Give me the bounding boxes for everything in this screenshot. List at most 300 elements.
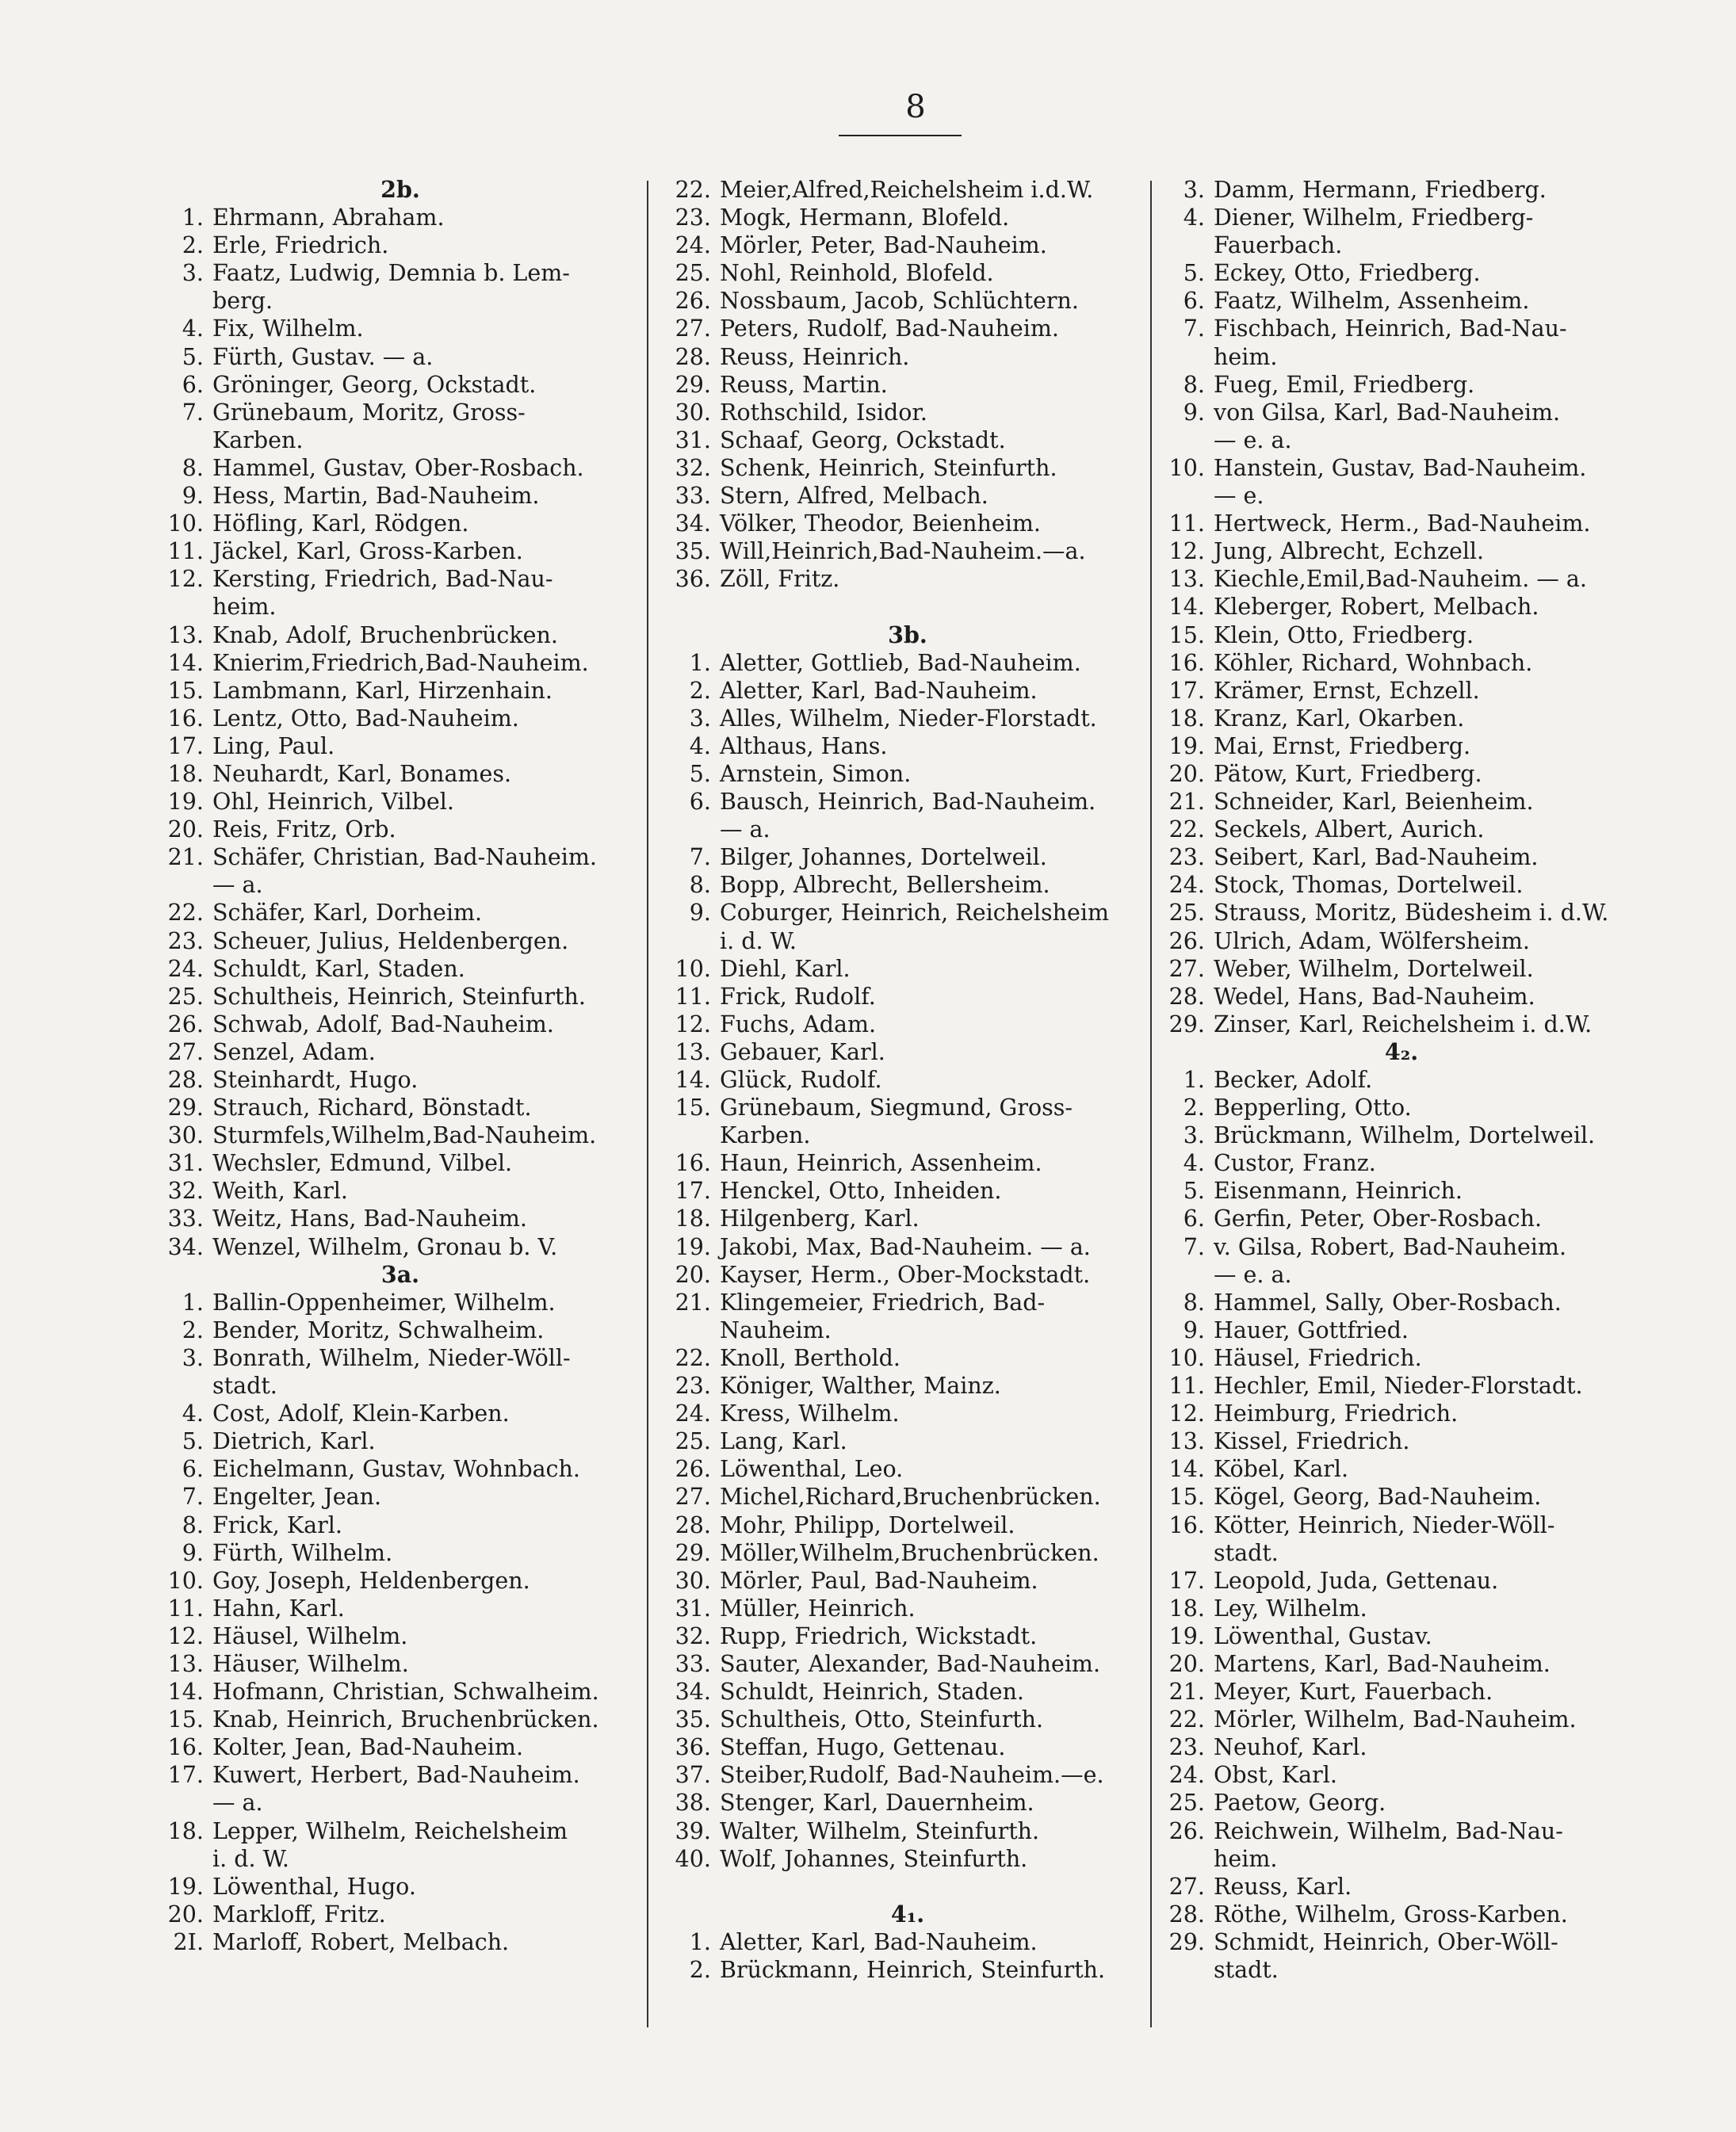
entry-text: Knab, Adolf, Bruchenbrücken. bbox=[212, 621, 558, 648]
entry-text: heim. bbox=[1214, 1845, 1278, 1872]
entry-text: Reuss, Martin. bbox=[720, 371, 888, 398]
list-item bbox=[662, 1789, 1153, 1817]
entry-number: 27. bbox=[1168, 1873, 1205, 1900]
entry-text: Krämer, Ernst, Echzell. bbox=[1214, 677, 1480, 704]
entry-text: Reis, Fritz, Orb. bbox=[212, 816, 396, 843]
entry-number: 14. bbox=[1168, 594, 1205, 621]
entry-number: 27. bbox=[675, 1484, 711, 1511]
entry-text: Kersting, Friedrich, Bad-Nau- bbox=[212, 566, 553, 593]
column-divider bbox=[647, 181, 648, 2027]
entry-text: Hertweck, Herm., Bad-Nauheim. bbox=[1214, 510, 1591, 537]
list-item bbox=[1156, 287, 1647, 315]
entry-text: Brückmann, Heinrich, Steinfurth. bbox=[720, 1957, 1106, 1983]
list-item bbox=[662, 454, 1153, 482]
list-item bbox=[662, 371, 1153, 399]
entry-text: Coburger, Heinrich, Reichelsheim bbox=[720, 900, 1109, 927]
entry-number: 24. bbox=[675, 1400, 711, 1427]
entry-text: Ling, Paul. bbox=[212, 732, 335, 759]
entry-text: Wolf, Johannes, Steinfurth. bbox=[720, 1845, 1028, 1872]
entry-number: 10. bbox=[167, 510, 204, 537]
entry-text: Pätow, Kurt, Friedberg. bbox=[1214, 760, 1482, 787]
entry-number: 8. bbox=[182, 1511, 204, 1538]
list-item bbox=[1156, 454, 1647, 482]
list-item bbox=[662, 287, 1153, 315]
entry-text: — a. bbox=[212, 872, 263, 899]
list-item bbox=[155, 1121, 646, 1149]
entry-text: Sauter, Alexander, Bad-Nauheim. bbox=[720, 1650, 1101, 1677]
entry-text: Aletter, Karl, Bad-Nauheim. bbox=[720, 1928, 1038, 1955]
entry-text: Weitz, Hans, Bad-Nauheim. bbox=[212, 1205, 527, 1232]
entry-number: 5. bbox=[1183, 1178, 1205, 1205]
list-item bbox=[662, 259, 1153, 287]
entry-text: Lang, Karl. bbox=[720, 1428, 847, 1455]
entry-number: 2. bbox=[689, 677, 711, 704]
list-item bbox=[155, 287, 646, 315]
entry-number: 5. bbox=[182, 1428, 204, 1455]
entry-text: Goy, Joseph, Heldenbergen. bbox=[212, 1567, 530, 1594]
entry-number: 10. bbox=[1168, 454, 1205, 481]
list-item bbox=[1156, 816, 1647, 843]
list-item bbox=[1156, 315, 1647, 342]
entry-text: Aletter, Gottlieb, Bad-Nauheim. bbox=[720, 649, 1081, 676]
entry-text: Karben. bbox=[212, 426, 304, 453]
entry-text: Röthe, Wilhelm, Gross-Karben. bbox=[1214, 1901, 1568, 1928]
list-item bbox=[155, 871, 646, 899]
list-item bbox=[1156, 371, 1647, 399]
list-item bbox=[155, 1427, 646, 1455]
entry-text: Hanstein, Gustav, Bad-Nauheim. bbox=[1214, 454, 1587, 481]
list-item bbox=[1156, 983, 1647, 1011]
column-divider bbox=[1150, 181, 1152, 2027]
list-item bbox=[1156, 1733, 1647, 1761]
list-item bbox=[1156, 482, 1647, 510]
entry-text: Custor, Franz. bbox=[1214, 1150, 1376, 1177]
list-item bbox=[1156, 1567, 1647, 1595]
entry-number: 13. bbox=[675, 1038, 711, 1065]
entry-number: 15. bbox=[1168, 621, 1205, 648]
entry-number: 7. bbox=[182, 1484, 204, 1511]
list-item bbox=[155, 1038, 646, 1066]
list-item bbox=[662, 1400, 1153, 1427]
entry-number bbox=[662, 1121, 720, 1149]
entry-text: Kötter, Heinrich, Nieder-Wöll- bbox=[1214, 1511, 1555, 1538]
entry-number bbox=[155, 1845, 212, 1873]
entry-number: 1. bbox=[689, 1928, 711, 1955]
entry-text: Häuser, Wilhelm. bbox=[212, 1650, 409, 1677]
entry-number: 17. bbox=[675, 1178, 711, 1205]
entry-number: 3. bbox=[182, 260, 204, 287]
list-item bbox=[1156, 204, 1647, 231]
entry-number: 21. bbox=[1168, 789, 1205, 816]
list-item bbox=[1156, 1483, 1647, 1511]
list-item bbox=[155, 565, 646, 593]
list-item bbox=[662, 899, 1153, 927]
list-item bbox=[662, 788, 1153, 816]
entry-number: 4. bbox=[182, 1400, 204, 1427]
entry-number: 17. bbox=[1168, 677, 1205, 704]
entry-number: 34. bbox=[167, 1233, 204, 1260]
entry-text: Gröninger, Georg, Ockstadt. bbox=[212, 371, 537, 398]
entry-text: Kiechle,Emil,Bad-Nauheim. — a. bbox=[1214, 566, 1587, 593]
list-item bbox=[1156, 1289, 1647, 1316]
list-item bbox=[662, 1372, 1153, 1400]
entry-number: 30. bbox=[167, 1122, 204, 1149]
entry-number bbox=[1156, 426, 1214, 454]
entry-number: 12. bbox=[1168, 1400, 1205, 1427]
list-item bbox=[662, 204, 1153, 231]
entry-text: Stock, Thomas, Dortelweil. bbox=[1214, 872, 1524, 899]
entry-text: Bopp, Albrecht, Bellersheim. bbox=[720, 872, 1050, 899]
entry-number: 21. bbox=[167, 844, 204, 871]
entry-number: 25. bbox=[167, 983, 204, 1010]
list-item bbox=[155, 371, 646, 399]
entry-text: Hammel, Sally, Ober-Rosbach. bbox=[1214, 1289, 1562, 1316]
entry-text: Gerfin, Peter, Ober-Rosbach. bbox=[1214, 1205, 1543, 1232]
spacer bbox=[662, 1873, 1153, 1901]
list-item bbox=[155, 1845, 646, 1873]
entry-number: 11. bbox=[675, 983, 711, 1010]
entry-number: 35. bbox=[675, 538, 711, 565]
entry-text: — a. bbox=[212, 1790, 263, 1817]
list-item bbox=[662, 760, 1153, 788]
entry-number: 2. bbox=[689, 1957, 711, 1983]
entry-number bbox=[155, 426, 212, 454]
entry-text: Schaaf, Georg, Ockstadt. bbox=[720, 426, 1006, 453]
entry-number: 12. bbox=[1168, 538, 1205, 565]
entry-number: 24. bbox=[1168, 1762, 1205, 1789]
entry-text: Reichwein, Wilhelm, Bad-Nau- bbox=[1214, 1817, 1563, 1844]
entry-number: 14. bbox=[167, 649, 204, 676]
list-item bbox=[155, 1400, 646, 1427]
entry-number: 19. bbox=[167, 789, 204, 816]
list-item bbox=[662, 1289, 1153, 1316]
list-item bbox=[155, 927, 646, 955]
entry-number: 1. bbox=[182, 1289, 204, 1316]
entry-text: v. Gilsa, Robert, Bad-Nauheim. bbox=[1214, 1233, 1567, 1260]
list-item bbox=[1156, 1956, 1647, 1984]
entry-text: Faatz, Wilhelm, Assenheim. bbox=[1214, 288, 1530, 315]
list-item bbox=[662, 1650, 1153, 1678]
entry-number: 6. bbox=[182, 1456, 204, 1483]
entry-number: 34. bbox=[675, 1679, 711, 1706]
entry-text: Mohr, Philipp, Dortelweil. bbox=[720, 1511, 1015, 1538]
list-item bbox=[155, 426, 646, 454]
entry-number: 1. bbox=[689, 649, 711, 676]
entry-text: Henckel, Otto, Inheiden. bbox=[720, 1178, 1002, 1205]
entry-text: Bonrath, Wilhelm, Nieder-Wöll- bbox=[212, 1344, 571, 1371]
column-right bbox=[1156, 176, 1647, 1984]
list-item bbox=[1156, 1761, 1647, 1789]
entry-number: 13. bbox=[167, 621, 204, 648]
entry-text: Köhler, Richard, Wohnbach. bbox=[1214, 649, 1533, 676]
entry-number: 25. bbox=[1168, 1790, 1205, 1817]
entry-number: 27. bbox=[167, 1038, 204, 1065]
list-item bbox=[155, 1177, 646, 1205]
entry-number: 18. bbox=[167, 760, 204, 787]
list-item bbox=[1156, 1011, 1647, 1038]
entry-number: 32. bbox=[167, 1178, 204, 1205]
entry-number: 2. bbox=[1183, 1095, 1205, 1121]
list-item bbox=[155, 1706, 646, 1733]
entry-number: 26. bbox=[675, 288, 711, 315]
list-item bbox=[155, 593, 646, 621]
entry-number: 16. bbox=[1168, 649, 1205, 676]
page-number: 8 bbox=[905, 89, 926, 125]
entry-text: Markloff, Fritz. bbox=[212, 1901, 386, 1928]
entry-number: 26. bbox=[1168, 927, 1205, 954]
list-item bbox=[1156, 537, 1647, 565]
entry-number: 7. bbox=[1183, 1233, 1205, 1260]
list-item bbox=[662, 1205, 1153, 1232]
entry-text: von Gilsa, Karl, Bad-Nauheim. bbox=[1214, 399, 1561, 426]
list-item bbox=[155, 1344, 646, 1372]
entry-number: 31. bbox=[167, 1150, 204, 1177]
entry-text: Stenger, Karl, Dauernheim. bbox=[720, 1790, 1034, 1817]
list-item bbox=[155, 343, 646, 371]
list-item bbox=[662, 1956, 1153, 1984]
list-item bbox=[155, 1733, 646, 1761]
entry-number: 14. bbox=[1168, 1456, 1205, 1483]
list-item bbox=[1156, 1316, 1647, 1344]
entry-text: Ley, Wilhelm. bbox=[1214, 1595, 1367, 1622]
entry-text: Weber, Wilhelm, Dortelweil. bbox=[1214, 955, 1534, 982]
entry-text: Hammel, Gustav, Ober-Rosbach. bbox=[212, 454, 584, 481]
entry-text: Möller,Wilhelm,Bruchenbrücken. bbox=[720, 1539, 1099, 1566]
entry-number: 28. bbox=[675, 343, 711, 370]
entry-number: 23. bbox=[675, 204, 711, 231]
list-item bbox=[662, 1678, 1153, 1706]
list-item bbox=[1156, 927, 1647, 955]
list-item bbox=[1156, 1233, 1647, 1261]
list-item bbox=[662, 705, 1153, 732]
entry-text: Löwenthal, Gustav. bbox=[1214, 1622, 1432, 1649]
entry-number: 9. bbox=[1183, 1316, 1205, 1343]
entry-text: Königer, Walther, Mainz. bbox=[720, 1373, 1001, 1400]
entry-number: 4. bbox=[1183, 1150, 1205, 1177]
list-item bbox=[662, 1483, 1153, 1511]
list-item bbox=[662, 1121, 1153, 1149]
entry-number: 21. bbox=[675, 1289, 711, 1316]
list-item bbox=[155, 1066, 646, 1094]
list-item bbox=[155, 1817, 646, 1845]
entry-text: Wedel, Hans, Bad-Nauheim. bbox=[1214, 983, 1535, 1010]
entry-text: — a. bbox=[720, 816, 770, 843]
list-item bbox=[1156, 1873, 1647, 1901]
entry-number: 19. bbox=[1168, 1622, 1205, 1649]
list-item bbox=[155, 1372, 646, 1400]
list-item bbox=[662, 983, 1153, 1011]
list-item bbox=[1156, 1901, 1647, 1928]
entry-text: Bender, Moritz, Schwalheim. bbox=[212, 1316, 545, 1343]
entry-number: 2. bbox=[182, 232, 204, 259]
entry-text: Weith, Karl. bbox=[212, 1178, 348, 1205]
entry-text: Klingemeier, Friedrich, Bad- bbox=[720, 1289, 1046, 1316]
entry-text: Eisenmann, Heinrich. bbox=[1214, 1178, 1463, 1205]
entry-number: 22. bbox=[1168, 1706, 1205, 1733]
entry-text: Steinhardt, Hugo. bbox=[212, 1067, 419, 1093]
list-item bbox=[662, 1706, 1153, 1733]
entry-number: 25. bbox=[1168, 900, 1205, 927]
list-item bbox=[1156, 621, 1647, 649]
entry-number: 15. bbox=[167, 1706, 204, 1733]
entry-number: 19. bbox=[675, 1233, 711, 1260]
list-item bbox=[662, 1261, 1153, 1289]
list-item bbox=[1156, 649, 1647, 677]
list-item bbox=[662, 1511, 1153, 1539]
list-item bbox=[155, 732, 646, 760]
list-item bbox=[662, 871, 1153, 899]
entry-text: Ulrich, Adam, Wölfersheim. bbox=[1214, 927, 1530, 954]
entry-number: 6. bbox=[689, 789, 711, 816]
entry-text: Fürth, Gustav. — a. bbox=[212, 343, 434, 370]
entry-text: — e. bbox=[1214, 483, 1264, 510]
entry-number: 13. bbox=[1168, 566, 1205, 593]
entry-text: berg. bbox=[212, 288, 273, 315]
entry-text: Lambmann, Karl, Hirzenhain. bbox=[212, 677, 553, 704]
entry-text: Klein, Otto, Friedberg. bbox=[1214, 621, 1474, 648]
list-item bbox=[1156, 343, 1647, 371]
entry-number: 12. bbox=[675, 1011, 711, 1037]
entry-text: Will,Heinrich,Bad-Nauheim.—a. bbox=[720, 538, 1086, 565]
list-item bbox=[1156, 1205, 1647, 1232]
entry-number: 9. bbox=[689, 900, 711, 927]
entry-number: 16. bbox=[1168, 1511, 1205, 1538]
entry-number: 37. bbox=[675, 1762, 711, 1789]
entry-text: Kissel, Friedrich. bbox=[1214, 1428, 1410, 1455]
entry-text: Hechler, Emil, Nieder-Florstadt. bbox=[1214, 1373, 1583, 1400]
entry-text: Paetow, Georg. bbox=[1214, 1790, 1386, 1817]
entry-text: Ohl, Heinrich, Vilbel. bbox=[212, 789, 454, 816]
entry-text: Brückmann, Wilhelm, Dortelweil. bbox=[1214, 1122, 1596, 1149]
section-heading: 3b. bbox=[888, 621, 927, 648]
entry-text: Schultheis, Heinrich, Steinfurth. bbox=[212, 983, 586, 1010]
entry-number: 17. bbox=[1168, 1567, 1205, 1594]
entry-number: 31. bbox=[675, 1595, 711, 1622]
entry-number: 25. bbox=[675, 1428, 711, 1455]
list-item bbox=[155, 537, 646, 565]
entry-text: Bausch, Heinrich, Bad-Nauheim. bbox=[720, 789, 1096, 816]
entry-text: Peters, Rudolf, Bad-Nauheim. bbox=[720, 315, 1059, 342]
entry-number: 5. bbox=[182, 343, 204, 370]
list-item bbox=[1156, 1511, 1647, 1539]
entry-number: 29. bbox=[1168, 1928, 1205, 1955]
entry-text: Fischbach, Heinrich, Bad-Nau- bbox=[1214, 315, 1567, 342]
list-item bbox=[1156, 1066, 1647, 1094]
entry-text: Marloff, Robert, Melbach. bbox=[212, 1928, 510, 1955]
list-item bbox=[1156, 231, 1647, 259]
entry-text: Kranz, Karl, Okarben. bbox=[1214, 705, 1465, 732]
list-item bbox=[662, 1177, 1153, 1205]
list-item bbox=[1156, 510, 1647, 537]
spacer bbox=[662, 593, 1153, 621]
entry-text: Alles, Wilhelm, Nieder-Florstadt. bbox=[720, 705, 1097, 732]
entry-text: Leopold, Juda, Gettenau. bbox=[1214, 1567, 1499, 1594]
entry-text: — e. a. bbox=[1214, 1261, 1292, 1288]
entry-text: i. d. W. bbox=[720, 927, 797, 954]
list-item bbox=[662, 1011, 1153, 1038]
entry-text: Heimburg, Friedrich. bbox=[1214, 1400, 1459, 1427]
entry-number: 34. bbox=[675, 510, 711, 537]
list-item bbox=[1156, 1427, 1647, 1455]
entry-text: stadt. bbox=[1214, 1539, 1279, 1566]
entry-text: Mai, Ernst, Friedberg. bbox=[1214, 732, 1471, 759]
list-item bbox=[155, 788, 646, 816]
entry-text: Hilgenberg, Karl. bbox=[720, 1205, 920, 1232]
list-item bbox=[1156, 1706, 1647, 1733]
entry-text: Fürth, Wilhelm. bbox=[212, 1539, 393, 1566]
list-item bbox=[662, 565, 1153, 593]
entry-text: Köbel, Karl. bbox=[1214, 1456, 1349, 1483]
entry-number: 4. bbox=[182, 315, 204, 342]
section-heading: 4₂. bbox=[1384, 1037, 1419, 1065]
entry-number: 13. bbox=[1168, 1428, 1205, 1455]
list-item bbox=[1156, 1539, 1647, 1567]
list-item bbox=[662, 231, 1153, 259]
list-item bbox=[662, 1817, 1153, 1845]
list-item bbox=[662, 1316, 1153, 1344]
entry-text: Lepper, Wilhelm, Reichelsheim bbox=[212, 1817, 568, 1844]
entry-text: Ballin-Oppenheimer, Wilhelm. bbox=[212, 1289, 556, 1316]
entry-text: Nossbaum, Jacob, Schlüchtern. bbox=[720, 288, 1079, 315]
list-item bbox=[662, 1455, 1153, 1483]
entry-text: Grünebaum, Moritz, Gross- bbox=[212, 399, 526, 426]
entry-text: Knoll, Berthold. bbox=[720, 1344, 901, 1371]
entry-text: Neuhof, Karl. bbox=[1214, 1734, 1367, 1761]
entry-text: Mörler, Wilhelm, Bad-Nauheim. bbox=[1214, 1706, 1577, 1733]
entry-text: Löwenthal, Hugo. bbox=[212, 1873, 416, 1900]
entry-number: 21. bbox=[1168, 1679, 1205, 1706]
entry-number bbox=[155, 871, 212, 899]
list-item bbox=[662, 176, 1153, 204]
entry-text: Knierim,Friedrich,Bad-Nauheim. bbox=[212, 649, 589, 676]
entry-text: Mörler, Paul, Bad-Nauheim. bbox=[720, 1567, 1038, 1594]
entry-text: Neuhardt, Karl, Bonames. bbox=[212, 760, 512, 787]
list-item bbox=[1156, 1928, 1647, 1956]
entry-text: Höfling, Karl, Rödgen. bbox=[212, 510, 469, 537]
list-item bbox=[155, 399, 646, 426]
entry-text: Fix, Wilhelm. bbox=[212, 315, 364, 342]
entry-number: 13. bbox=[167, 1650, 204, 1677]
entry-number: 23. bbox=[675, 1373, 711, 1400]
entry-number: 35. bbox=[675, 1706, 711, 1733]
entry-text: Obst, Karl. bbox=[1214, 1762, 1337, 1789]
entry-text: Damm, Hermann, Friedberg. bbox=[1214, 177, 1547, 203]
list-item bbox=[662, 1595, 1153, 1622]
entry-text: Faatz, Ludwig, Demnia b. Lem- bbox=[212, 260, 570, 287]
column-left bbox=[155, 176, 646, 1956]
entry-number: 3. bbox=[689, 705, 711, 732]
entry-text: Fauerbach. bbox=[1214, 232, 1343, 259]
entry-number: 33. bbox=[167, 1205, 204, 1232]
entry-number: 23. bbox=[1168, 1734, 1205, 1761]
entry-number: 24. bbox=[167, 955, 204, 982]
list-item bbox=[1156, 565, 1647, 593]
entry-text: Arnstein, Simon. bbox=[720, 760, 912, 787]
entry-text: Schäfer, Christian, Bad-Nauheim. bbox=[212, 844, 597, 871]
list-item bbox=[155, 843, 646, 871]
entry-number: 19. bbox=[167, 1873, 204, 1900]
entry-number bbox=[1156, 231, 1214, 259]
entry-number: 25. bbox=[675, 260, 711, 287]
entry-text: Karben. bbox=[720, 1122, 811, 1149]
entry-text: Kayser, Herm., Ober-Mockstadt. bbox=[720, 1261, 1091, 1288]
list-item bbox=[662, 482, 1153, 510]
list-item bbox=[1156, 1344, 1647, 1372]
list-item bbox=[155, 955, 646, 983]
list-item bbox=[662, 927, 1153, 955]
entry-number: 5. bbox=[689, 760, 711, 787]
list-item bbox=[155, 621, 646, 649]
